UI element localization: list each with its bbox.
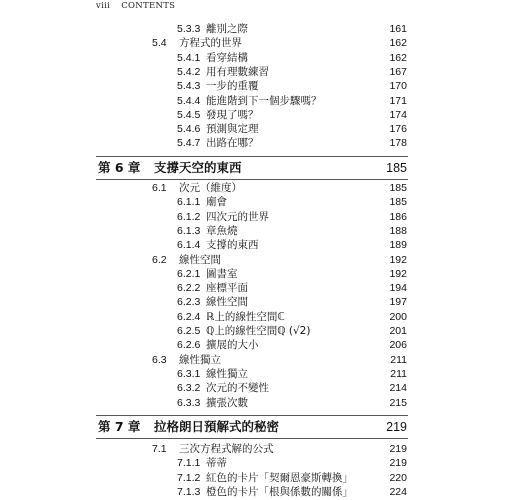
toc-entry-title: 次元（維度）: [179, 182, 242, 194]
toc-entry-number: 7.1: [152, 443, 167, 455]
toc-entry-page: 201: [389, 325, 407, 337]
toc-subsection-row[interactable]: [0, 396, 520, 410]
toc-entry-number: 7.1.3: [177, 485, 201, 498]
toc-entry-page: 224: [389, 485, 407, 498]
toc-entry-title: 廟會: [206, 196, 227, 209]
toc-entry-number: 5.4.7: [177, 137, 201, 150]
chapter-divider: [96, 415, 408, 416]
toc-subsection-row[interactable]: [0, 51, 520, 65]
toc-entry-number: 6.1.3: [177, 224, 201, 237]
toc-entry-title: 次元的不變性: [206, 382, 269, 395]
toc-section-row[interactable]: [0, 181, 520, 195]
toc-subsection-row[interactable]: [0, 136, 520, 150]
toc-subsection-row[interactable]: [0, 281, 520, 295]
toc-subsection-row[interactable]: [0, 381, 520, 395]
toc-entry-page: 192: [389, 267, 407, 280]
toc-entry-page: 161: [389, 23, 407, 35]
toc-entry-title: 章魚燒: [206, 224, 238, 237]
toc-subsection-row[interactable]: [0, 238, 520, 252]
toc-chapter-row[interactable]: [0, 417, 520, 437]
toc-chapter-title: 支撐天空的東西: [154, 160, 242, 175]
toc-entry-page: 192: [389, 253, 407, 266]
toc-subsection-row[interactable]: [0, 367, 520, 381]
toc-entry-page: 171: [389, 94, 407, 107]
toc-entry-page: 176: [389, 123, 407, 136]
toc-entry-number: 5.4.5: [177, 108, 201, 121]
header-running-title: CONTENTS: [121, 1, 176, 11]
toc-chapter-number: 第 7 章: [98, 419, 141, 434]
toc-entry-number: 5.4.6: [177, 123, 201, 136]
toc-entry-page: 167: [389, 65, 407, 78]
toc-entry-title: 一步的重覆: [206, 80, 259, 93]
toc-entry-page: 178: [389, 137, 407, 150]
toc-entry-page: 189: [389, 239, 407, 252]
toc-chapter-page: 185: [386, 161, 407, 175]
toc-entry-number: 5.4: [152, 37, 167, 50]
toc-section-row[interactable]: [0, 353, 520, 367]
toc-entry-number: 5.4.4: [177, 94, 201, 107]
toc-entry-number: 5.3.3: [177, 23, 201, 35]
toc-subsection-row[interactable]: [0, 295, 520, 309]
chapter-divider: [96, 156, 408, 157]
toc-entry-title: 線性空間: [179, 253, 221, 266]
toc-entry-number: 6.1.1: [177, 196, 201, 209]
toc-entry-page: 162: [389, 51, 407, 64]
toc-chapter-page: 219: [386, 420, 407, 434]
toc-entry-title: 座標平面: [206, 282, 248, 295]
toc-entry-number: 5.4.2: [177, 65, 201, 78]
toc-subsection-row[interactable]: [0, 108, 520, 122]
toc-entry-page: 194: [389, 282, 407, 295]
toc-section-row[interactable]: [0, 36, 520, 50]
toc-entry-title: 紅色的卡片「契爾恩豪斯轉換」: [206, 471, 353, 484]
toc-entry-page: 214: [389, 382, 407, 395]
toc-entry-page: 197: [389, 296, 407, 309]
toc-entry-page: 219: [389, 457, 407, 470]
toc-chapter-row[interactable]: [0, 158, 520, 178]
toc-entry-title: 離別之際: [206, 23, 248, 35]
toc-entry-title: 看穿結構: [206, 51, 248, 64]
toc-entry-number: 5.4.1: [177, 51, 201, 64]
toc-entry-page: 186: [389, 210, 407, 223]
toc-entry-number: 6.2.4: [177, 310, 201, 323]
toc-entry-page: 219: [389, 443, 407, 455]
toc-entry-number: 7.1.1: [177, 457, 201, 470]
toc-entry-number: 6.1.4: [177, 239, 201, 252]
toc-subsection-row[interactable]: [0, 22, 520, 36]
toc-entry-title: 圖書室: [206, 267, 238, 280]
toc-entry-page: 211: [390, 367, 407, 380]
toc-entry-page: 220: [389, 471, 407, 484]
toc-subsection-row[interactable]: [0, 485, 520, 499]
toc-entry-number: 6.2: [152, 253, 167, 266]
toc-entry-title: 四次元的世界: [206, 210, 269, 223]
toc-entry-title: 線性獨立: [206, 367, 248, 380]
toc-entry-number: 6.2.3: [177, 296, 201, 309]
toc-entry-number: 6.3.1: [177, 367, 201, 380]
toc-subsection-row[interactable]: [0, 310, 520, 324]
toc-entry-number: 6.2.5: [177, 325, 201, 337]
toc-subsection-row[interactable]: [0, 324, 520, 338]
toc-entry-number: 6.2.1: [177, 267, 201, 280]
toc-entry-title: 擴展的大小: [206, 339, 259, 352]
toc-entry-number: 5.4.3: [177, 80, 201, 93]
toc-entry-title: 預測與定理: [206, 123, 259, 136]
toc-subsection-row[interactable]: [0, 94, 520, 108]
toc-entry-title: 發現了嗎？: [206, 108, 259, 121]
toc-entry-number: 7.1.2: [177, 471, 201, 484]
toc-entry-title: ℝ上的線性空間ℂ: [206, 310, 285, 323]
toc-chapter-number: 第 6 章: [98, 160, 141, 175]
toc-entry-title: 能進階到下一個步驟嗎？: [206, 94, 322, 107]
toc-subsection-row[interactable]: [0, 79, 520, 93]
toc-entry-number: 6.3.2: [177, 382, 201, 395]
toc-entry-page: 185: [389, 182, 407, 194]
toc-subsection-row[interactable]: [0, 224, 520, 238]
toc-entry-title: 方程式的世界: [179, 37, 242, 50]
toc-entry-page: 211: [390, 353, 407, 366]
toc-subsection-row[interactable]: [0, 210, 520, 224]
toc-subsection-row[interactable]: [0, 471, 520, 485]
toc-entry-page: 200: [389, 310, 407, 323]
toc-subsection-row[interactable]: [0, 456, 520, 470]
chapter-divider: [96, 179, 408, 180]
toc-section-row[interactable]: [0, 442, 520, 456]
toc-entry-title: 蒂蒂: [206, 457, 227, 470]
toc-entry-page: 215: [389, 396, 407, 409]
toc-entry-title: 出路在哪？: [206, 137, 259, 150]
toc-subsection-row[interactable]: [0, 338, 520, 352]
toc-entry-title: 橙色的卡片「根與係數的關係」: [206, 485, 353, 498]
toc-entry-page: 188: [389, 224, 407, 237]
toc-entry-title: 線性獨立: [179, 353, 221, 366]
toc-entry-title: 用有理數練習: [206, 65, 269, 78]
chapter-divider: [96, 438, 408, 439]
toc-subsection-row[interactable]: [0, 267, 520, 281]
running-header: [96, 1, 175, 11]
toc-section-row[interactable]: [0, 253, 520, 267]
toc-entry-title: 支撐的東西: [206, 239, 259, 252]
toc-entry-title: 三次方程式解的公式: [179, 443, 274, 455]
header-page-number: viii: [96, 1, 111, 11]
toc-entry-number: 6.3.3: [177, 396, 201, 409]
toc-entry-number: 6.1: [152, 182, 167, 194]
toc-entry-title: 線性空間: [206, 296, 248, 309]
toc-entry-number: 6.2.6: [177, 339, 201, 352]
toc-subsection-row[interactable]: [0, 195, 520, 209]
toc-entry-title: 擴張次數: [206, 396, 248, 409]
toc-entry-page: 174: [389, 108, 407, 121]
toc-entry-number: 6.2.2: [177, 282, 201, 295]
toc-entry-page: 170: [389, 80, 407, 93]
toc-chapter-title: 拉格朗日預解式的秘密: [154, 419, 280, 434]
toc-entry-title: ℚ上的線性空間ℚ (√2): [206, 325, 311, 337]
toc-entry-page: 206: [389, 339, 407, 352]
toc-entry-page: 162: [389, 37, 407, 50]
toc-subsection-row[interactable]: [0, 122, 520, 136]
toc-entry-number: 6.1.2: [177, 210, 201, 223]
toc-entry-page: 185: [389, 196, 407, 209]
toc-entry-number: 6.3: [152, 353, 167, 366]
toc-subsection-row[interactable]: [0, 65, 520, 79]
